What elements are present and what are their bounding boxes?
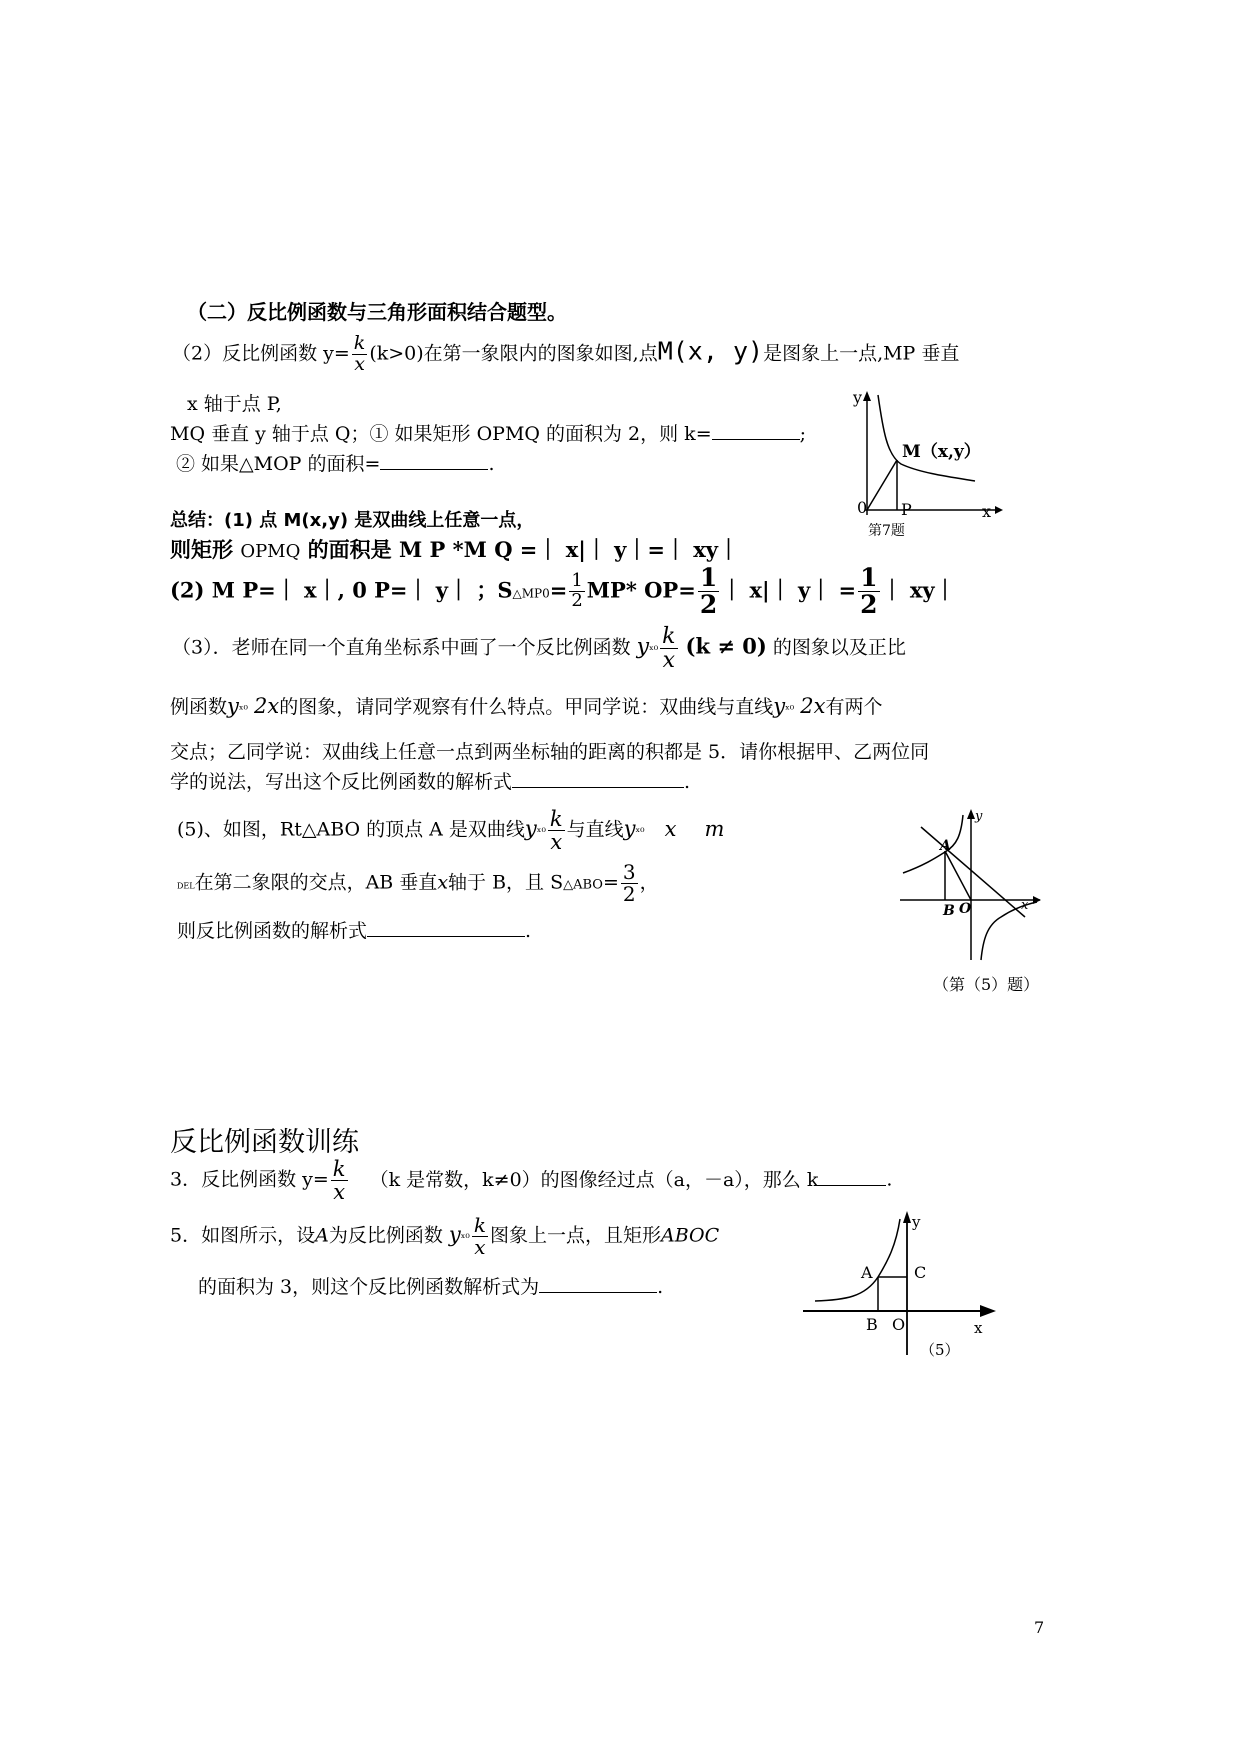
question-3-line1: （3）．老师在同一个直角坐标系中画了一个反比例函数 yˣ⁰ $\frac{k}{x}$ (k ≠ 0) 的图象以及正比 [172, 624, 906, 674]
fig7-x-label: x [982, 502, 992, 521]
figure-5a [895, 805, 1055, 1000]
figure-5b [800, 1205, 1010, 1365]
fig5b-x-arrow-icon [980, 1305, 996, 1317]
fig5a-x-label: x [1021, 898, 1029, 913]
fig5a-a-label: A [940, 838, 951, 854]
fig7-x-arrow-icon [995, 506, 1003, 514]
q3-fraction: $\frac{k}{x}$ [662, 624, 676, 674]
section-title: （二）反比例函数与三角形面积结合题型。 [187, 300, 567, 324]
fig5b-b-label: B [866, 1315, 878, 1334]
question-2-line4: ② 如果△MOP 的面积= . [176, 453, 495, 475]
answer-blank-training-q3[interactable] [818, 1184, 886, 1186]
q2-prefix: （2）反比例函数 y= [172, 342, 350, 365]
fig7-caption: 第7题 [868, 523, 905, 539]
fig5a-y-arrow-icon [967, 809, 975, 819]
fig5a-b-label: B [943, 903, 955, 919]
answer-blank-k[interactable] [712, 438, 800, 440]
question-3-line2: 例函数yˣ⁰ 2x的图象，请同学观察有什么特点。甲同学说：双曲线与直线yˣ⁰ 2x有两个 [170, 694, 883, 718]
q2-point: M(x, y) [657, 336, 764, 366]
fig5a-line [921, 827, 1025, 917]
training-q3: 3．反比例函数 y= $\frac{k}{x}$ （k 是常数，k≠0）的图像经过点（a，－a），那么 k . [170, 1157, 893, 1205]
summary-line3: (2) M P=｜ x｜, 0 P=｜ y｜ ；S△MP0= $\frac{1}{2}$ MP* OP= $\frac{1}{2}$ ｜ x|｜ y｜ = $\frac{1}{2}$ ｜ xy｜ [170, 563, 956, 620]
fig7-segment-om [867, 460, 897, 510]
q2-condition: (k>0)在第一象限内的图象如图,点 [369, 342, 658, 365]
training-q3-fraction: $\frac{k}{x}$ [332, 1157, 346, 1205]
fig5b-x-label: x [974, 1319, 983, 1337]
summary-half-fraction-3: $\frac{1}{2}$ [860, 563, 878, 620]
question-3-line4: 学的说法，写出这个反比例函数的解析式 . [170, 771, 691, 793]
answer-blank-q5a[interactable] [367, 935, 525, 937]
fig5a-caption: （第（5）题） [933, 975, 1040, 994]
question-2-line3: MQ 垂直 y 轴于点 Q；① 如果矩形 OPMQ 的面积为 2，则 k= ; [170, 423, 807, 445]
fig5a-hyperbola-branch-4 [981, 902, 1037, 960]
summary-line1: 总结：(1) 点 M(x,y) 是双曲线上任意一点， [170, 510, 535, 531]
figure-7 [845, 385, 1005, 545]
q5a-fraction-3-2: $\frac{3}{2}$ [622, 860, 636, 906]
fig7-y-label: y [853, 388, 863, 407]
fig5a-o-label: O [959, 901, 972, 917]
answer-blank-q3[interactable] [512, 786, 684, 788]
question-5a-line3: 则反比例函数的解析式 . [177, 920, 532, 942]
summary-half-fraction-1: $\frac{1}{2}$ [571, 570, 583, 612]
answer-blank-training-q5[interactable] [539, 1291, 657, 1293]
fig5a-hyperbola-branch-2 [903, 815, 963, 873]
fig7-o-label: 0 [857, 498, 868, 517]
fig5b-hyperbola [815, 1219, 900, 1301]
question-5a-line1: (5)、如图，Rt△ABO 的顶点 A 是双曲线yˣ⁰ $\frac{k}{x}$ 与直线yˣ⁰ x m [177, 807, 725, 855]
summary-half-fraction-2: $\frac{1}{2}$ [699, 563, 718, 620]
fig7-m-label: M（x,y） [902, 442, 981, 462]
question-3-line3: 交点；乙同学说：双曲线上任意一点到两坐标轴的距离的积都是 5．请你根据甲、乙两位同 [170, 741, 930, 763]
fig5b-o-label: O [892, 1315, 906, 1334]
training-q5-line2: 的面积为 3，则这个反比例函数解析式为 . [198, 1276, 664, 1298]
q2-fraction: $\frac{k}{x}$ [353, 332, 366, 375]
question-2-line2: x 轴于点 P, [187, 393, 282, 415]
question-2-line1 [172, 334, 959, 375]
fig5b-y-arrow-icon [903, 1211, 911, 1223]
fig5b-c-label: C [914, 1263, 927, 1282]
training-title: 反比例函数训练 [170, 1127, 359, 1158]
training-q5-fraction: $\frac{k}{x}$ [473, 1213, 486, 1259]
fig5b-caption: （5） [920, 1341, 960, 1359]
fig5b-y-label: y [912, 1213, 921, 1231]
fig7-y-arrow-icon [863, 391, 871, 401]
q5a-fraction-kx: $\frac{k}{x}$ [549, 807, 563, 855]
q2-suffix: 是图象上一点,MP 垂直 [763, 342, 960, 365]
question-5a-line2: DEL在第二象限的交点，AB 垂直x轴于 B，且 S△ABO= $\frac{3}{2}$ ， [177, 860, 659, 906]
page-number: 7 [1034, 1618, 1045, 1637]
fig5b-a-label: A [861, 1263, 873, 1282]
training-q5-line1: 5．如图所示，设A为反比例函数 yˣ⁰ $\frac{k}{x}$ 图象上一点，且矩形ABOC [170, 1213, 720, 1259]
fig5a-y-label: y [975, 809, 983, 824]
summary-line2: 则矩形 OPMQ 的面积是 M P *M Q =｜ x|｜ y｜=｜ xy｜ [170, 537, 740, 562]
fig7-p-label: P [901, 500, 912, 519]
answer-blank-area[interactable] [380, 468, 488, 470]
